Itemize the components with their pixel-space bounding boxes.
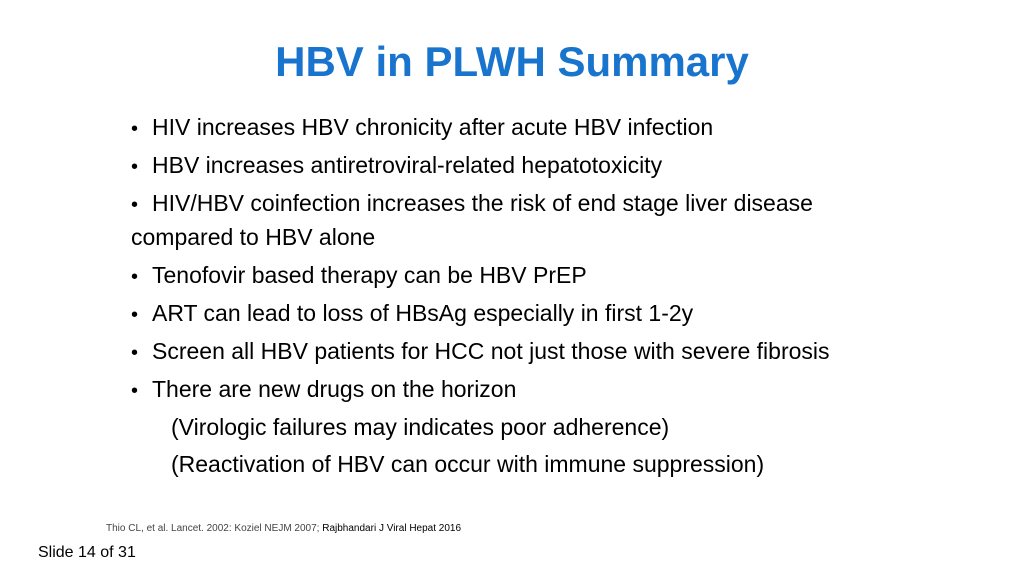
footnote-reference-last: Rajbhandari J Viral Hepat 2016 (322, 523, 462, 534)
bullet-icon: • (131, 342, 139, 364)
bullet-icon: • (131, 304, 139, 326)
bullet-icon: • (131, 118, 139, 140)
bullet-item (131, 148, 931, 186)
bullet-list (131, 110, 931, 484)
bullet-item (131, 334, 931, 372)
bullet-item (131, 258, 931, 296)
bullet-icon: • (131, 194, 139, 216)
bullet-item (131, 296, 931, 334)
bullet-text: HIV increases HBV chronicity after acute HBV infection (152, 114, 714, 140)
slide-title: HBV in PLWH Summary (275, 38, 749, 85)
bullet-text: Screen all HBV patients for HCC not just those with severe fibrosis (152, 338, 830, 364)
sub-note: (Virologic failures may indicates poor adherence) (171, 414, 670, 440)
bullet-continuation: compared to HBV alone (131, 224, 376, 250)
slide-number: Slide 14 of 31 (38, 544, 136, 561)
bullet-text: HIV/HBV coinfection increases the risk of end stage liver disease (152, 190, 813, 216)
bullet-text: There are new drugs on the horizon (152, 376, 517, 402)
footnote-references: Thio CL, et al. Lancet. 2002: Koziel NEJM 2007; (106, 523, 323, 534)
bullet-text: ART can lead to loss of HBsAg especially in first 1-2y (152, 300, 694, 326)
bullet-icon: • (131, 380, 139, 402)
bullet-icon: • (131, 156, 139, 178)
bullet-icon: • (131, 266, 139, 288)
bullet-item (131, 186, 931, 224)
sub-note: (Reactivation of HBV can occur with immune suppression) (171, 451, 765, 477)
bullet-text: HBV increases antiretroviral-related hepatotoxicity (152, 152, 663, 178)
bullet-item (131, 110, 931, 148)
references-footnote (106, 523, 461, 534)
bullet-item (131, 372, 931, 410)
bullet-text: Tenofovir based therapy can be HBV PrEP (152, 262, 587, 288)
